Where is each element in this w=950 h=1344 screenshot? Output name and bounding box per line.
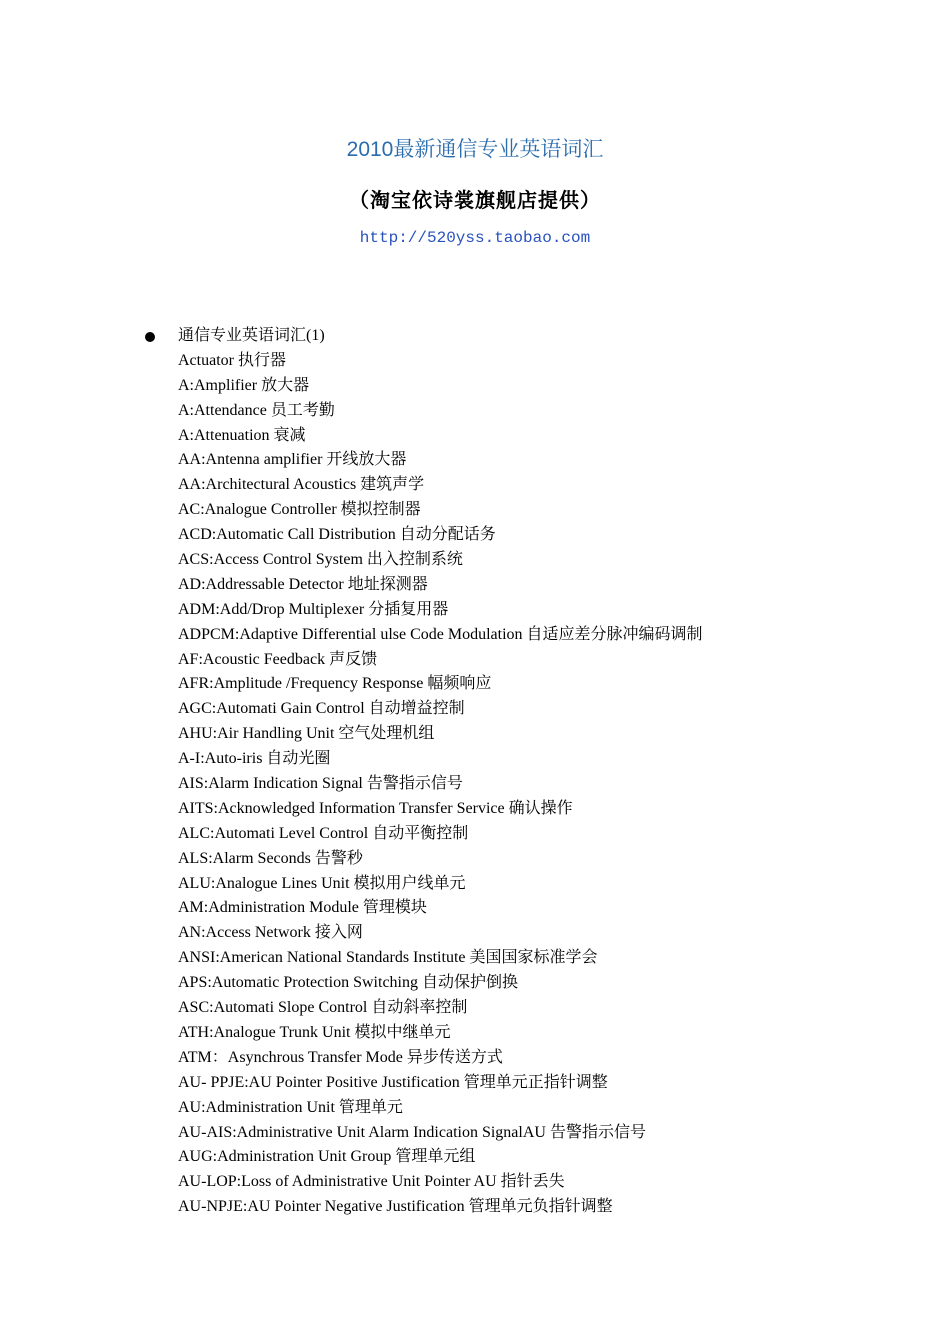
glossary-entry: ALC:Automati Level Control 自动平衡控制 [178,824,469,842]
glossary-entry: AGC:Automati Gain Control 自动增益控制 [178,700,465,718]
glossary-entry: AU-NPJE:AU Pointer Negative Justification 管理单元负指针调整 [178,1198,613,1216]
glossary-entry: AITS:Acknowledged Information Transfer Service 确认操作 [178,799,573,817]
glossary-entry: AM:Administration Module 管理模块 [178,899,427,917]
glossary-entry: ADM:Add/Drop Multiplexer 分插复用器 [178,600,449,618]
glossary-entry: Actuator 执行器 [178,351,286,369]
document-title: 2010最新通信专业英语词汇 [346,138,604,161]
glossary-entry: APS:Automatic Protection Switching 自动保护倒换 [178,974,518,992]
glossary-entry: ALS:Alarm Seconds 告警秒 [178,849,363,867]
glossary-entry: A-I:Auto-iris 自动光圈 [178,750,331,768]
glossary-entry: AFR:Amplitude /Frequency Response 幅频响应 [178,675,492,693]
glossary-entry: A:Attenuation 衰减 [178,426,306,444]
glossary-entry: ATH:Analogue Trunk Unit 模拟中继单元 [178,1023,451,1041]
glossary-entry: AIS:Alarm Indication Signal 告警指示信号 [178,775,463,793]
glossary-entry: AHU:Air Handling Unit 空气处理机组 [178,725,435,743]
bullet-dot-icon [145,332,155,342]
glossary-entry: ATM：Asynchrous Transfer Mode 异步传送方式 [178,1048,503,1066]
glossary-entry: AA:Architectural Acoustics 建筑声学 [178,476,425,494]
document-subtitle: （淘宝依诗裳旗舰店提供） [349,188,601,212]
glossary-entry: AC:Analogue Controller 模拟控制器 [178,501,421,519]
glossary-entry: ADPCM:Adaptive Differential ulse Code Modulation 自适应差分脉冲编码调制 [178,625,703,643]
glossary-entry: ACS:Access Control System 出入控制系统 [178,551,463,569]
glossary-list [178,324,878,1220]
glossary-entry: ACD:Automatic Call Distribution 自动分配话务 [178,526,496,544]
glossary-entry: A:Attendance 员工考勤 [178,401,335,419]
glossary-entry: AU-AIS:Administrative Unit Alarm Indication SignalAU 告警指示信号 [178,1123,646,1141]
section-heading: 通信专业英语词汇(1) [178,327,325,344]
glossary-entry: AA:Antenna amplifier 开线放大器 [178,451,407,469]
store-url-link[interactable]: http://520yss.taobao.com [359,229,591,247]
glossary-entry: AU- PPJE:AU Pointer Positive Justification 管理单元正指针调整 [178,1073,608,1091]
glossary-entry: ANSI:American National Standards Institute 美国国家标准学会 [178,949,598,967]
glossary-entry: AU:Administration Unit 管理单元 [178,1098,403,1116]
glossary-entry: A:Amplifier 放大器 [178,376,310,394]
glossary-entry: AF:Acoustic Feedback 声反馈 [178,650,378,668]
glossary-entry: AD:Addressable Detector 地址探测器 [178,575,428,593]
glossary-entry: AN:Access Network 接入网 [178,924,363,942]
glossary-entry: ASC:Automati Slope Control 自动斜率控制 [178,999,468,1017]
glossary-entry: AUG:Administration Unit Group 管理单元组 [178,1148,476,1166]
glossary-entry: ALU:Analogue Lines Unit 模拟用户线单元 [178,874,466,892]
glossary-entry: AU-LOP:Loss of Administrative Unit Pointer AU 指针丢失 [178,1173,565,1191]
